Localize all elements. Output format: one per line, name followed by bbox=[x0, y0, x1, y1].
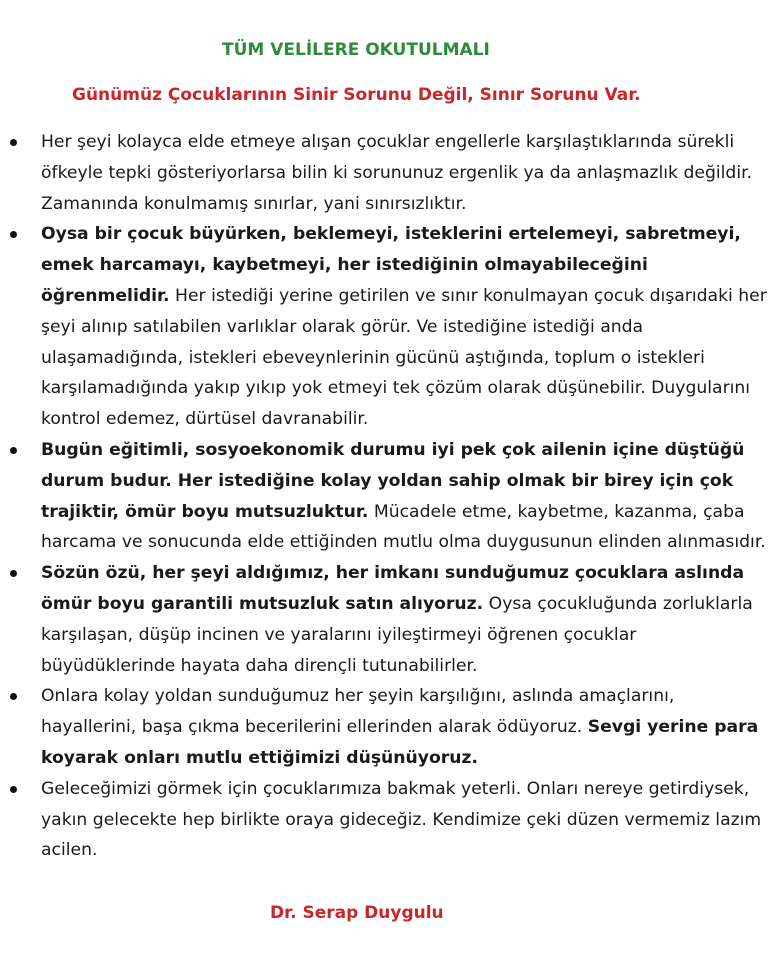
bullet-text: Geleceğimizi görmek için çocuklarımıza bakmak yeterli. Onları nereye getirdiysek, yakın gelecekte hep birlikte oraya gideceğiz. Kendimize çeki düzen vermemiz lazım acilen. bbox=[41, 778, 762, 861]
bullet-text: Mücadele etme, kaybetme, kazanma, çaba harcama ve sonucunda elde ettiğinden mutlu olma duygusunun elinden alınmasıdır. bbox=[41, 501, 766, 553]
document-subtitle: Günümüz Çocuklarının Sinir Sorunu Değil, Sınır Sorunu Var. bbox=[72, 85, 641, 105]
bullet-text: Her şeyi kolayca elde etmeye alışan çocuklar engellerle karşılaştıklarında sürekli öfkeyle tepki gösteriyorlarsa bilin ki sorununuz ergenlik ya da anlaşmazlık değildir. Zamanında konulmamış sınırlar, yani sınırsızlıktır. bbox=[41, 132, 753, 214]
bullet-text: Onlara kolay yoldan sunduğumuz her şeyin karşılığını, aslında amaçlarını, hayallerini, başa çıkma becerilerini ellerinden alarak ödüyoruz. bbox=[41, 686, 675, 738]
author-signature: Dr. Serap Duygulu bbox=[270, 903, 444, 923]
document-title: TÜM VELİLERE OKUTULMALI bbox=[222, 40, 490, 60]
bullet-item-1 bbox=[0, 127, 770, 219]
bullet-item-4 bbox=[0, 558, 770, 681]
bullet-item-3 bbox=[0, 435, 770, 558]
bullet-text: Oysa çocukluğunda zorluklarla karşılaşan, düşüp incinen ve yaralarını iyileştirmeyi öğrenen çocuklar büyüdüklerinde hayata daha dirençli tutunabilirler. bbox=[41, 593, 753, 676]
bullet-list bbox=[0, 127, 770, 866]
bullet-item-2 bbox=[0, 219, 770, 435]
bullet-text: Her istediği yerine getirilen ve sınır konulmayan çocuk dışarıdaki her şeyi alınıp satılabilen varlıklar olarak görür. Ve istediğine istediği anda ulaşamadığında, istekleri ebeveynlerinin gücünü aştığında, toplum o istekleri karşılamadığında yakıp yıkıp yok etmeyi tek çözüm olarak düşünebilir. Duygularını kontrol edemez, dürtüsel davranabilir. bbox=[41, 285, 767, 430]
bullet-item-5 bbox=[0, 681, 770, 773]
bullet-item-6 bbox=[0, 774, 770, 866]
bullet-bold-text: Sözün özü, her şeyi aldığımız, her imkanı sunduğumuz çocuklara aslında ömür boyu garantili mutsuzluk satın alıyoruz. bbox=[41, 563, 745, 614]
bullet-bold-text: Bugün eğitimli, sosyoekonomik durumu iyi pek çok ailenin içine düştüğü durum budur. Her istediğine kolay yoldan sahip olmak bir birey için çok trajiktir, ömür boyu mutsuzluktur. bbox=[41, 439, 745, 522]
bullet-bold-text: Sevgi yerine para koyarak onları mutlu ettiğimizi düşünüyoruz. bbox=[41, 717, 759, 768]
bullet-bold-text: Oysa bir çocuk büyürken, beklemeyi, isteklerini ertelemeyi, sabretmeyi, emek harcamayı, kaybetmeyi, her istediğinin olmayabileceğini öğrenmelidir. bbox=[41, 224, 741, 306]
